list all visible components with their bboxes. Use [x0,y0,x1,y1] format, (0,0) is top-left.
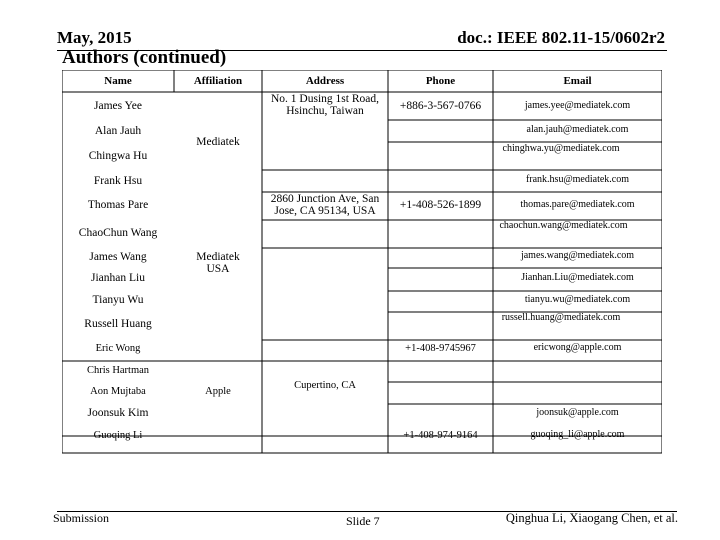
column-header-name: Name [104,75,132,87]
email-address: james.yee@mediatek.com [524,100,631,111]
column-header-email: Email [563,75,592,87]
footer-submission: Submission [53,511,110,525]
footer-authors: Qinghua Li, Xiaogang Chen, et al. [505,511,678,525]
phone-number: +1-408-526-1899 [399,199,482,211]
email-address: chaochun.wang@mediatek.com [499,220,628,231]
affiliation-apple: Apple [205,386,231,397]
author-name: Joonsuk Kim [87,407,149,419]
email-address: chinghwa.yu@mediatek.com [502,143,620,154]
email-address: ericwong@apple.com [533,342,622,353]
column-header-address: Address [305,75,345,87]
phone-number: +886-3-567-0766 [399,100,482,112]
author-name: Guoqing Li [93,430,143,441]
column-header-phone: Phone [425,75,456,87]
author-name: Alan Jauh [94,125,142,137]
address-san-jose: 2860 Junction Ave, San Jose, CA 95134, USA [270,193,380,218]
email-address: joonsuk@apple.com [536,407,619,418]
address-cupertino: Cupertino, CA [294,380,356,391]
author-name: Thomas Pare [87,199,149,211]
author-name: James Yee [94,100,142,112]
email-address: tianyu.wu@mediatek.com [524,294,631,305]
author-name: Russell Huang [84,318,152,330]
author-name: Jianhan Liu [91,272,145,284]
slide-number: Slide 7 [346,514,380,528]
author-name: James Wang [89,251,147,263]
email-address: thomas.pare@mediatek.com [520,199,635,210]
author-name: Frank Hsu [93,175,143,187]
phone-number: +1-408-9745967 [405,343,476,354]
author-name: Tianyu Wu [92,294,144,306]
affiliation-mediatek-usa: Mediatek USA [196,251,240,276]
email-address: alan.jauh@mediatek.com [526,124,629,135]
email-address: Jianhan.Liu@mediatek.com [521,272,634,283]
email-address: russell.huang@mediatek.com [501,312,621,323]
author-name: Chingwa Hu [88,150,148,162]
slide-title: Authors (continued) [62,47,227,68]
column-header-affiliation: Affiliation [193,75,243,87]
email-address: guoqing_li@apple.com [530,429,625,440]
affiliation-mediatek: Mediatek [196,136,240,148]
email-address: james.wang@mediatek.com [520,250,635,261]
phone-number: +1-408-974-9164 [403,430,478,441]
email-address: frank.hsu@mediatek.com [525,174,630,185]
author-name: Chris Hartman [86,365,150,376]
document-id: doc.: IEEE 802.11-15/0602r2 [457,28,665,47]
author-name: Aon Mujtaba [90,386,146,397]
address-hsinchu: No. 1 Dusing 1st Road, Hsinchu, Taiwan [271,93,379,118]
author-name: ChaoChun Wang [78,227,158,239]
header-date: May, 2015 [57,28,132,47]
author-name: Eric Wong [95,343,141,354]
